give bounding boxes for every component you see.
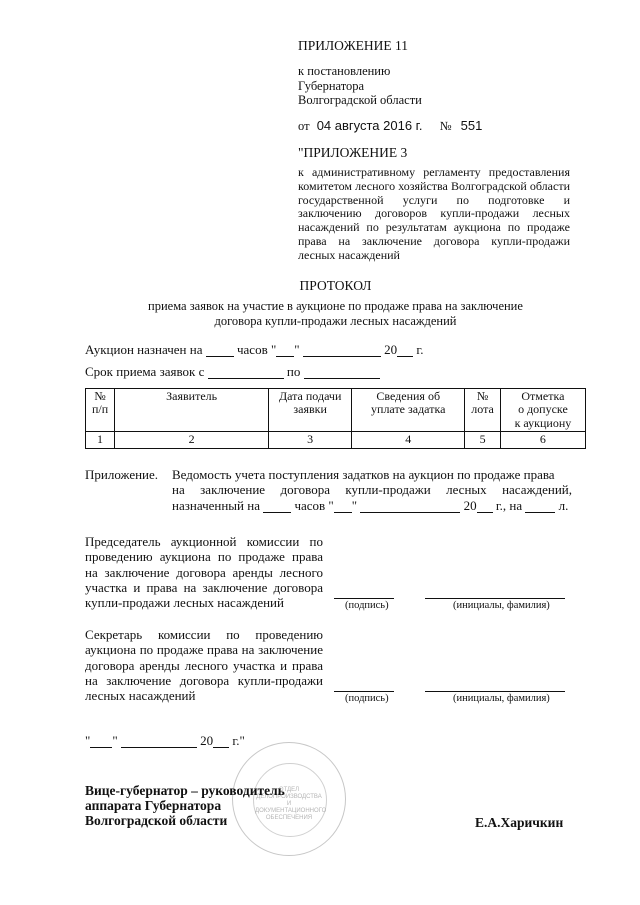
header-cell-date: Дата подачи заявки xyxy=(269,389,352,432)
date-quote-open: " xyxy=(85,733,91,748)
auction-year: 20 xyxy=(384,342,398,357)
header-cell-deposit: Сведения об уплате задатка xyxy=(352,389,465,432)
table-row xyxy=(86,432,586,448)
decree-date: 04 августа 2016 г. xyxy=(316,118,423,134)
signatory-line-3: Волгоградской области xyxy=(85,813,228,829)
decree-date-line xyxy=(298,118,588,134)
header-cell-num: № п/п xyxy=(86,389,115,432)
stamp-line-2: ДЕЛОПРОИЗВОДСТВА xyxy=(256,793,322,800)
acceptance-term-field xyxy=(85,364,380,379)
column-number-4: 4 xyxy=(352,432,465,448)
auction-quote: " xyxy=(294,342,300,357)
protocol-title: ПРОТОКОЛ xyxy=(299,278,372,293)
auction-label: Аукцион назначен на xyxy=(85,342,203,357)
stamp-line-3: И ДОКУМЕНТАЦИОННОГО xyxy=(255,800,327,814)
chairman-initials-label: (инициалы, фамилия) xyxy=(453,600,550,611)
signatory-name: Е.А.Харичкин xyxy=(475,815,564,830)
appendix-line-3 xyxy=(172,498,572,513)
appendix-line-2: на заключение договора купли-продажи лесных насаждений, xyxy=(172,482,572,498)
date-prefix: от xyxy=(298,119,310,134)
chairman-initials-line xyxy=(425,598,565,599)
auction-date-field xyxy=(85,342,423,357)
auction-year-suffix: г. xyxy=(416,342,424,357)
protocol-subtitle-2: договора купли-продажи лесных насаждений xyxy=(214,314,457,328)
auction-hours-label: часов " xyxy=(237,342,277,357)
protocol-date-field xyxy=(85,733,245,748)
stamp-line-4: ОБЕСПЕЧЕНИЯ xyxy=(265,814,313,821)
appendix-year: 20 xyxy=(463,497,477,513)
column-number-6: 6 xyxy=(500,432,585,448)
appendix-assigned-label: назначенный на xyxy=(172,497,260,513)
secretary-signature-line xyxy=(334,691,394,692)
appendix-sheets-label: г., на xyxy=(495,497,523,513)
term-label: Срок приема заявок с xyxy=(85,364,205,379)
header-line-1: к постановлению xyxy=(298,63,391,78)
appendix-hours-label: часов " xyxy=(294,497,334,513)
appendix-line-1: Ведомость учета поступления задатков на аукцион по продаже права xyxy=(172,467,555,482)
chairman-signature-line xyxy=(334,598,394,599)
header-line-2: Губернатора xyxy=(298,78,365,93)
secretary-initials-label: (инициалы, фамилия) xyxy=(453,693,550,704)
signatory-line-1: Вице-губернатор – руководитель xyxy=(85,783,285,798)
term-to-label: по xyxy=(286,364,301,379)
date-quote-close: " xyxy=(112,733,118,748)
appendix-title: ПРИЛОЖЕНИЕ 11 xyxy=(298,38,409,53)
decree-number: 551 xyxy=(460,118,483,134)
column-number-5: 5 xyxy=(465,432,501,448)
applications-table xyxy=(85,388,586,449)
column-number-2: 2 xyxy=(115,432,269,448)
appendix-sheets-suffix: л. xyxy=(558,497,569,513)
secretary-signature-label: (подпись) xyxy=(345,693,389,704)
header-block xyxy=(298,38,588,161)
date-year-suffix: г." xyxy=(232,733,245,748)
appendix-note xyxy=(172,467,572,513)
decree-number-label: № xyxy=(439,119,452,134)
column-number-1: 1 xyxy=(86,432,115,448)
stamp-line-1: ОТДЕЛ xyxy=(278,787,300,793)
chairman-text: Председатель аукционной комиссии по проведению аукциона по продаже права на заключение договора аренды лесного участка и права на заключение договора купли-продажи лесных насаждений xyxy=(85,534,323,611)
header-cell-lot: № лота xyxy=(465,389,501,432)
protocol-subtitle-1: приема заявок на участие в аукционе по продаже права на заключение xyxy=(148,299,523,313)
regulation-text: к административному регламенту предоставления комитетом лесного хозяйства Волгоградской области государственной услуги по подготовке и заключению договоров купли-продажи лесных насаждений по результатам аукциона по продаже права на заключение договора купли-продажи лесных насаждений xyxy=(298,165,570,262)
secretary-text: Секретарь комиссии по проведению аукциона по продаже права на заключение договора аренды лесного участка и права на заключение договора купли-продажи лесных насаждений xyxy=(85,627,323,704)
header-line-3: Волгоградской области xyxy=(298,93,422,108)
signatory-block xyxy=(85,783,285,828)
chairman-signature-label: (подпись) xyxy=(345,600,389,611)
secretary-initials-line xyxy=(425,691,565,692)
signatory-line-2: аппарата Губернатора xyxy=(85,798,222,814)
appendix-label: Приложение. xyxy=(85,467,159,482)
header-cell-admission: Отметка о допуске к аукциону xyxy=(500,389,585,432)
appendix-quote: " xyxy=(351,497,358,513)
header-cell-applicant: Заявитель xyxy=(115,389,269,432)
appendix-3-title: "ПРИЛОЖЕНИЕ 3 xyxy=(298,144,408,160)
column-number-3: 3 xyxy=(269,432,352,448)
date-year: 20 xyxy=(200,733,214,748)
table-header-row xyxy=(86,389,586,432)
